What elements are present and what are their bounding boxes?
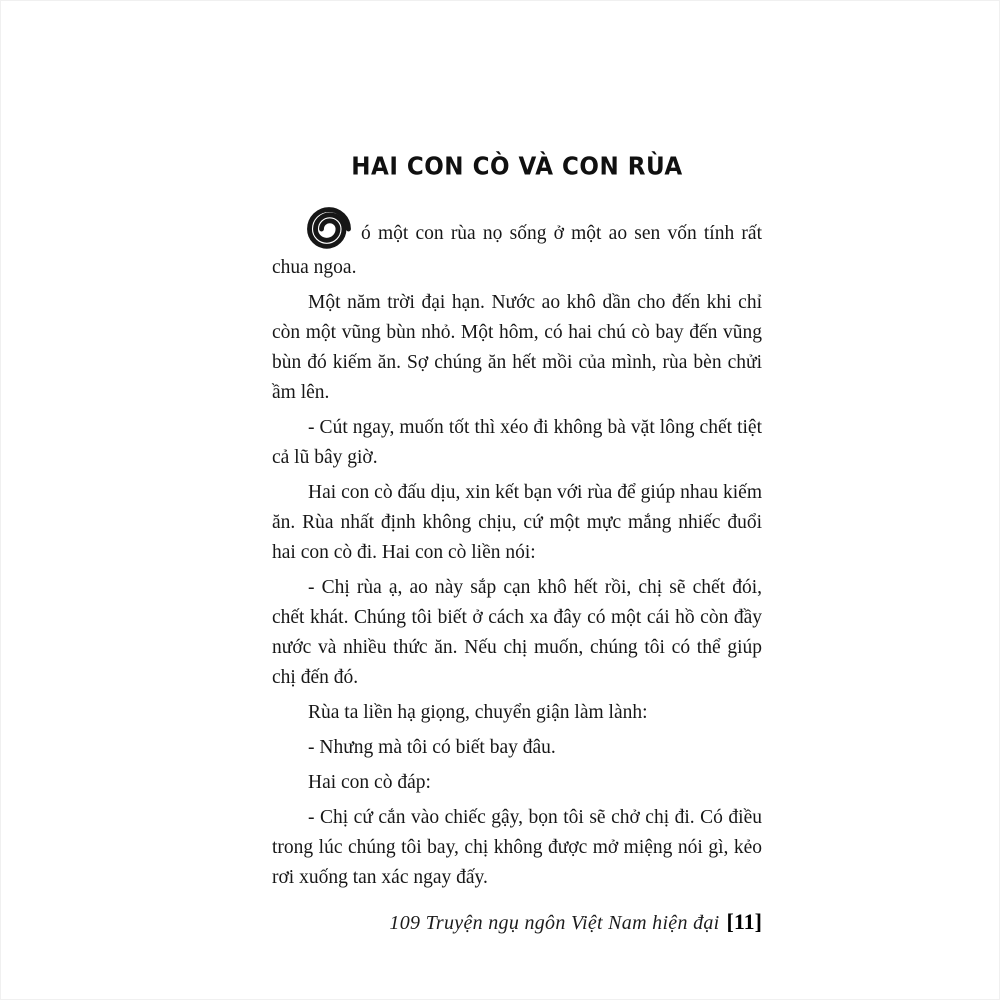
text-column [272,153,762,893]
paragraph: Một năm trời đại hạn. Nước ao khô dần cho đến khi chỉ còn một vũng bùn nhỏ. Một hôm, có hai chú cò bay đến vũng bùn đó kiếm ăn. Sợ chúng ăn hết mồi của mình, rùa bèn chửi ầm lên. [272,292,762,403]
paragraph: - Chị cứ cắn vào chiếc gậy, bọn tôi sẽ chở chị đi. Có điều trong lúc chúng tôi bay, chị không được mở miệng nói gì, kẻo rơi xuống tan xác ngay đấy. [272,807,762,888]
page-footer [272,909,762,935]
paragraph: Hai con cò đáp: [308,772,431,793]
paragraph-text: ó một con rùa nọ sống ở một ao sen vốn tính rất chua ngoa. [272,223,762,278]
paragraph: - Nhưng mà tôi có biết bay đâu. [308,737,556,758]
footer-page-number: [11] [726,909,762,934]
paragraph: Hai con cò đấu dịu, xin kết bạn với rùa để giúp nhau kiếm ăn. Rùa nhất định không chịu, cứ một mực mắng nhiếc đuổi hai con cò đi. Hai con cò liền nói: [272,482,762,563]
paragraph [272,205,762,283]
paragraph: Rùa ta liền hạ giọng, chuyển giận làm lành: [308,702,648,723]
spiral-dropcap-icon [302,205,356,253]
paragraph: - Cút ngay, muốn tốt thì xéo đi không bà vặt lông chết tiệt cả lũ bây giờ. [272,417,762,468]
paragraph: - Chị rùa ạ, ao này sắp cạn khô hết rồi, chị sẽ chết đói, chết khát. Chúng tôi biết ở cách xa đây có một cái hồ còn đầy nước và nhiều thức ăn. Nếu chị muốn, chúng tôi có thể giúp chị đến đó. [272,577,762,688]
page-title: HAI CON CÒ VÀ CON RÙA [351,153,683,182]
footer-series-title: 109 Truyện ngụ ngôn Việt Nam hiện đại [389,912,720,934]
